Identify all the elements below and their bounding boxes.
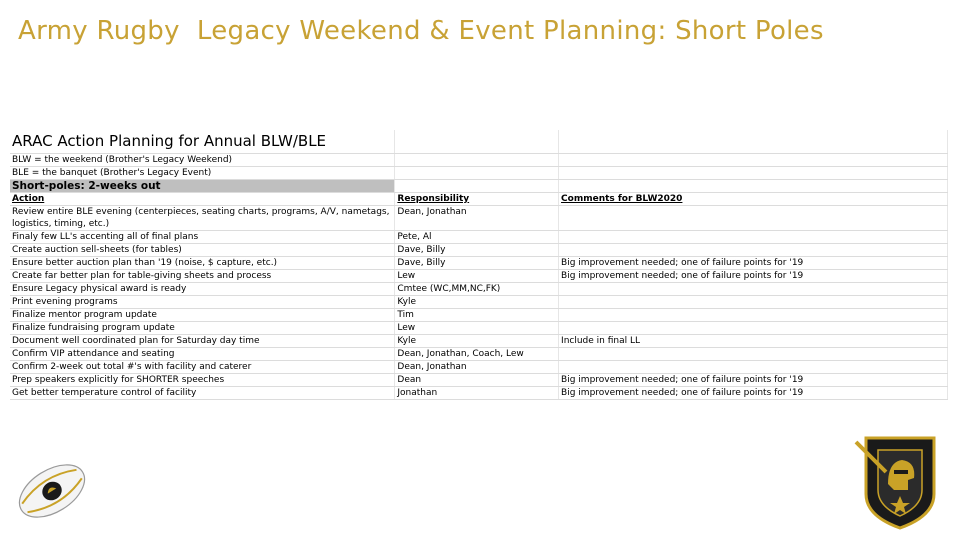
- section-label: Short-poles: 2-weeks out: [10, 180, 395, 193]
- planning-table: [10, 130, 948, 400]
- row-action: Review entire BLE evening (centerpieces, seating charts, programs, A/V, nametags, logistics, timing, etc.): [10, 206, 395, 231]
- slide-title: Army Rugby Legacy Weekend & Event Planning: Short Poles: [18, 16, 824, 46]
- row-comment: [559, 348, 948, 361]
- row-comment: [559, 309, 948, 322]
- note-blw: BLW = the weekend (Brother's Legacy Weekend): [10, 154, 395, 167]
- row-action: Get better temperature control of facility: [10, 387, 395, 400]
- row-action: Ensure better auction plan than '19 (noise, $ capture, etc.): [10, 257, 395, 270]
- header-responsibility: Responsibility: [395, 193, 559, 206]
- row-action: Confirm VIP attendance and seating: [10, 348, 395, 361]
- row-responsibility: Dean: [395, 374, 559, 387]
- row-responsibility: Kyle: [395, 296, 559, 309]
- table-row: [10, 231, 948, 244]
- row-responsibility: Kyle: [395, 335, 559, 348]
- row-comment: [559, 231, 948, 244]
- rugby-ball-icon: [14, 460, 90, 522]
- note-row: [10, 167, 948, 180]
- table-row: [10, 361, 948, 374]
- row-responsibility: Dave, Billy: [395, 244, 559, 257]
- row-responsibility: Lew: [395, 270, 559, 283]
- table-row: [10, 244, 948, 257]
- row-comment: Big improvement needed; one of failure points for '19: [559, 387, 948, 400]
- row-responsibility: Dean, Jonathan, Coach, Lew: [395, 348, 559, 361]
- row-comment: Big improvement needed; one of failure points for '19: [559, 270, 948, 283]
- row-responsibility: Lew: [395, 322, 559, 335]
- table-row: [10, 206, 948, 231]
- row-comment: Big improvement needed; one of failure points for '19: [559, 374, 948, 387]
- row-comment: [559, 244, 948, 257]
- table-row: [10, 335, 948, 348]
- row-comment: [559, 361, 948, 374]
- table-row: [10, 283, 948, 296]
- action-planning-sheet: [10, 130, 948, 400]
- row-responsibility: Tim: [395, 309, 559, 322]
- row-action: Confirm 2-week out total #'s with facility and caterer: [10, 361, 395, 374]
- row-comment: [559, 322, 948, 335]
- row-action: Finaly few LL's accenting all of final plans: [10, 231, 395, 244]
- table-row: [10, 387, 948, 400]
- header-comments: Comments for BLW2020: [559, 193, 948, 206]
- sheet-title: ARAC Action Planning for Annual BLW/BLE: [10, 130, 395, 154]
- table-row: [10, 296, 948, 309]
- table-row: [10, 348, 948, 361]
- table-row: [10, 374, 948, 387]
- section-row: [10, 180, 948, 193]
- row-action: Create far better plan for table-giving sheets and process: [10, 270, 395, 283]
- header-action: Action: [10, 193, 395, 206]
- row-action: Create auction sell-sheets (for tables): [10, 244, 395, 257]
- row-comment: Big improvement needed; one of failure points for '19: [559, 257, 948, 270]
- row-action: Print evening programs: [10, 296, 395, 309]
- table-row: [10, 309, 948, 322]
- row-action: Finalize fundraising program update: [10, 322, 395, 335]
- table-row: [10, 322, 948, 335]
- row-comment: [559, 206, 948, 231]
- army-shield-logo-icon: [848, 432, 952, 532]
- table-row: [10, 270, 948, 283]
- row-responsibility: Dean, Jonathan: [395, 361, 559, 374]
- row-action: Ensure Legacy physical award is ready: [10, 283, 395, 296]
- row-action: Prep speakers explicitly for SHORTER speeches: [10, 374, 395, 387]
- header-row: [10, 193, 948, 206]
- row-responsibility: Pete, Al: [395, 231, 559, 244]
- sheet-title-row: [10, 130, 948, 154]
- row-responsibility: Cmtee (WC,MM,NC,FK): [395, 283, 559, 296]
- row-action: Finalize mentor program update: [10, 309, 395, 322]
- row-comment: Include in final LL: [559, 335, 948, 348]
- row-comment: [559, 296, 948, 309]
- row-responsibility: Jonathan: [395, 387, 559, 400]
- row-responsibility: Dave, Billy: [395, 257, 559, 270]
- row-responsibility: Dean, Jonathan: [395, 206, 559, 231]
- note-row: [10, 154, 948, 167]
- row-action: Document well coordinated plan for Saturday day time: [10, 335, 395, 348]
- note-ble: BLE = the banquet (Brother's Legacy Event): [10, 167, 395, 180]
- table-row: [10, 257, 948, 270]
- row-comment: [559, 283, 948, 296]
